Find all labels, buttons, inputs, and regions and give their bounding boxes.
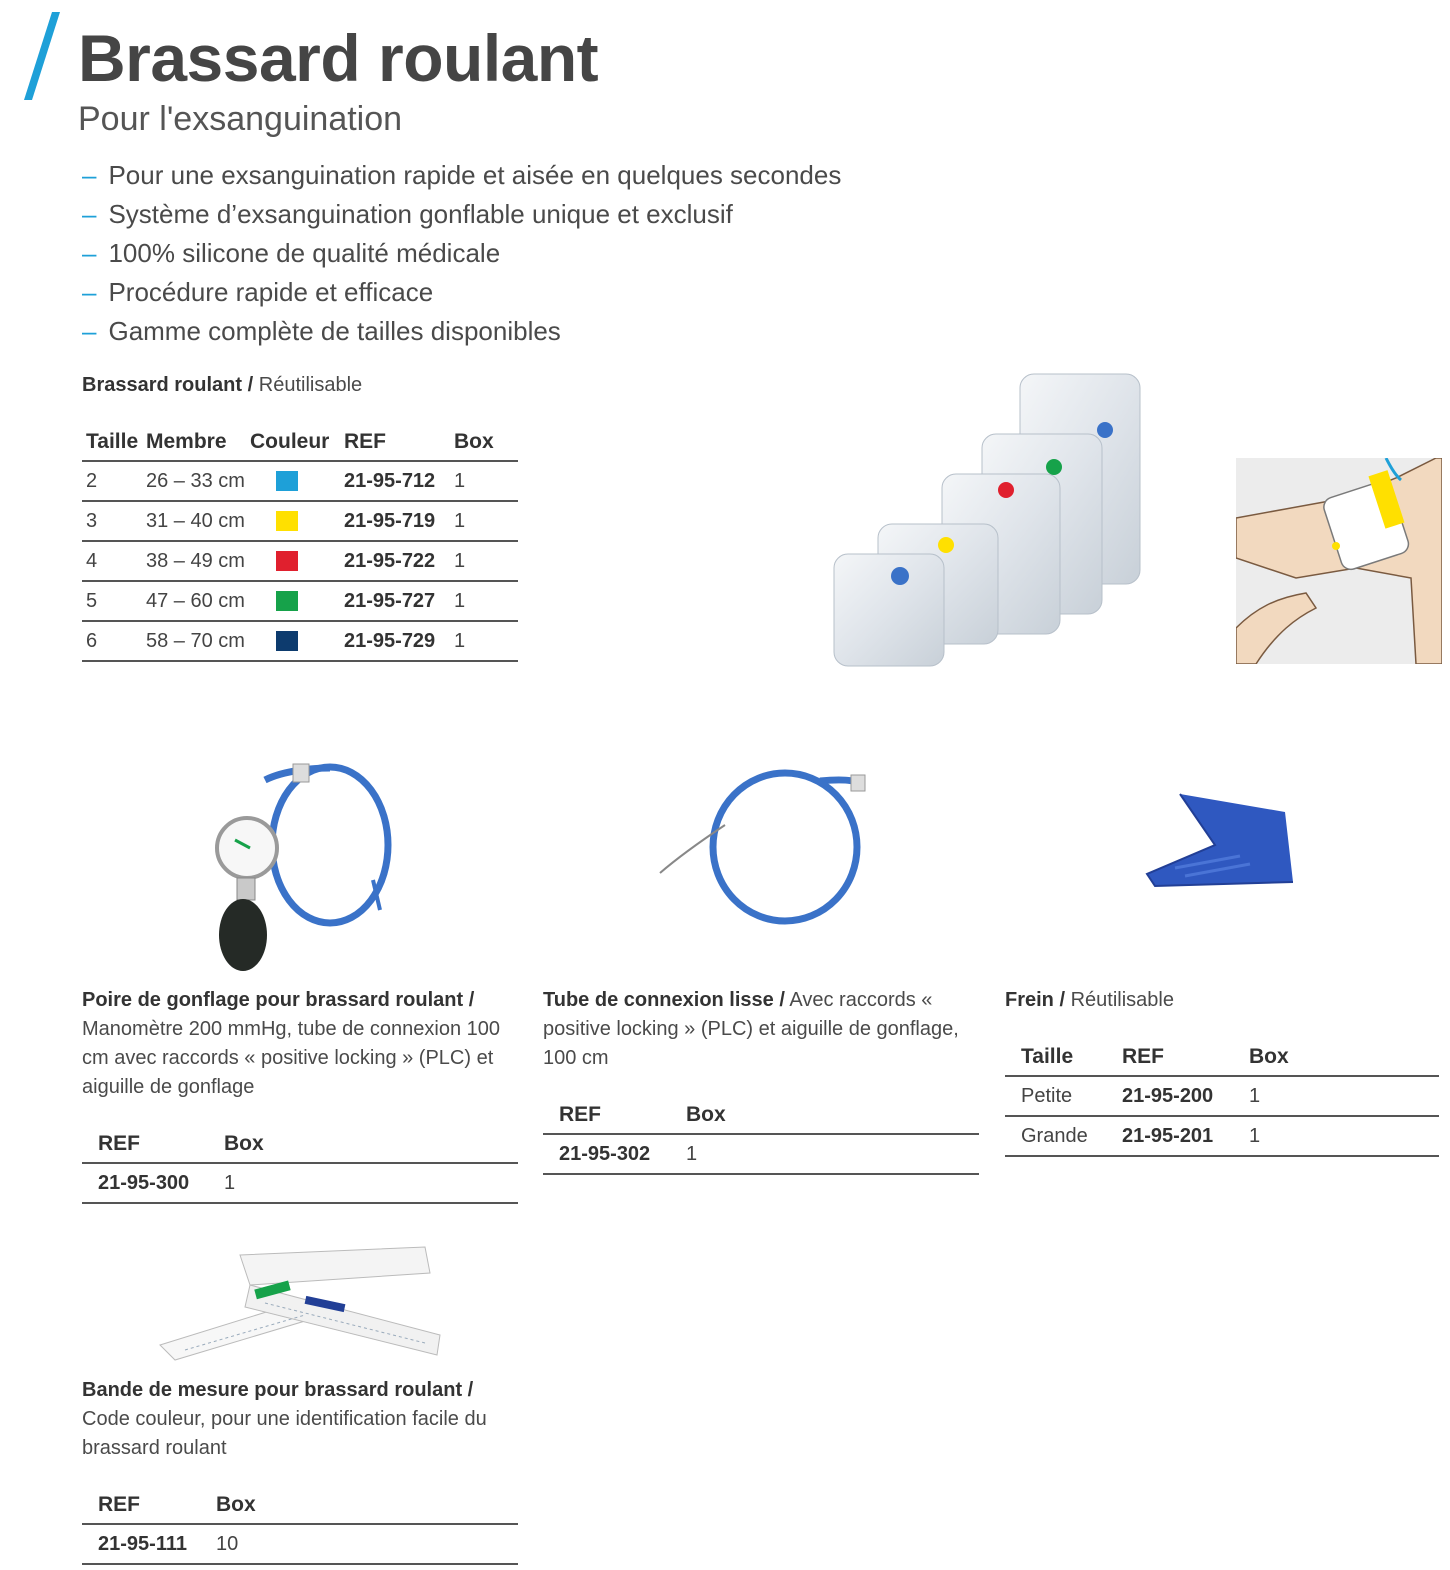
feature-item: – 100% silicone de qualité médicale <box>82 238 501 268</box>
col-taille: Taille <box>82 424 146 461</box>
band-table <box>82 1487 518 1565</box>
table-row: 4 38 – 49 cm 21-95-722 1 <box>82 541 518 581</box>
feature-item: – Pour une exsanguination rapide et aisée en quelques secondes <box>82 160 842 190</box>
dash-bullet: – <box>82 316 97 346</box>
col-box: Box <box>454 424 518 461</box>
brake-heading: Frein / Réutilisable <box>1005 989 1174 1011</box>
dash-bullet: – <box>82 277 97 307</box>
col-taille: Taille <box>1005 1039 1122 1076</box>
col-box: Box <box>224 1126 518 1163</box>
tube-product-image <box>655 765 870 930</box>
col-couleur: Couleur <box>250 424 344 461</box>
col-box: Box <box>1249 1039 1439 1076</box>
brake-product-image <box>1145 790 1295 890</box>
feature-item: – Système d’exsanguination gonflable unique et exclusif <box>82 199 733 229</box>
color-swatch-navy <box>276 631 298 651</box>
col-box: Box <box>686 1097 979 1134</box>
table-row: Petite 21-95-200 1 <box>1005 1076 1439 1116</box>
table-header-row <box>82 1487 518 1524</box>
measuring-band-image <box>155 1245 450 1365</box>
title-slash-mark <box>22 12 62 100</box>
table-header-row <box>82 1126 518 1163</box>
color-swatch-red <box>276 551 298 571</box>
table-row: 5 47 – 60 cm 21-95-727 1 <box>82 581 518 621</box>
feature-list <box>82 156 841 351</box>
table-row: 2 26 – 33 cm 21-95-712 1 <box>82 461 518 501</box>
col-ref: REF <box>1122 1039 1249 1076</box>
table-row: 21-95-302 1 <box>543 1134 979 1174</box>
brake-table <box>1005 1039 1439 1157</box>
table-row: 3 31 – 40 cm 21-95-719 1 <box>82 501 518 541</box>
feature-item: – Gamme complète de tailles disponibles <box>82 316 561 346</box>
feature-item: – Procédure rapide et efficace <box>82 277 434 307</box>
color-swatch-blue <box>276 471 298 491</box>
table-row: Grande 21-95-201 1 <box>1005 1116 1439 1156</box>
tube-heading: Tube de connexion lisse / Avec raccords « positive locking » (PLC) et aiguille de gonflage, 100 cm <box>543 989 959 1069</box>
cuff-heading: Brassard roulant / Réutilisable <box>82 374 363 396</box>
color-swatch-yellow <box>276 511 298 531</box>
cuff-table <box>82 424 518 662</box>
col-ref: REF <box>543 1097 686 1134</box>
cuffs-product-image <box>830 370 1150 670</box>
dash-bullet: – <box>82 160 97 190</box>
table-header-row <box>1005 1039 1439 1076</box>
pump-product-image <box>205 760 405 975</box>
col-ref: REF <box>82 1126 224 1163</box>
table-row: 21-95-111 10 <box>82 1524 518 1564</box>
col-ref: REF <box>344 424 454 461</box>
table-row: 21-95-300 1 <box>82 1163 518 1203</box>
pump-heading: Poire de gonflage pour brassard roulant / Manomètre 200 mmHg, tube de connexion 100 cm avec raccords « positive locking » (PLC) et aiguille de gonflage <box>82 989 501 1098</box>
band-heading: Bande de mesure pour brassard roulant / Code couleur, pour une identification facile du brassard roulant <box>82 1379 487 1459</box>
table-header-row <box>82 424 518 461</box>
pump-table <box>82 1126 518 1204</box>
color-swatch-green <box>276 591 298 611</box>
dash-bullet: – <box>82 238 97 268</box>
tube-table <box>543 1097 979 1175</box>
col-ref: REF <box>82 1487 216 1524</box>
page-subtitle: Pour l'exsanguination <box>78 100 403 138</box>
col-membre: Membre <box>146 424 250 461</box>
col-box: Box <box>216 1487 518 1524</box>
table-row: 6 58 – 70 cm 21-95-729 1 <box>82 621 518 661</box>
table-header-row <box>543 1097 979 1134</box>
dash-bullet: – <box>82 199 97 229</box>
arm-application-illustration <box>1236 458 1442 664</box>
page-title: Brassard roulant <box>78 21 599 95</box>
